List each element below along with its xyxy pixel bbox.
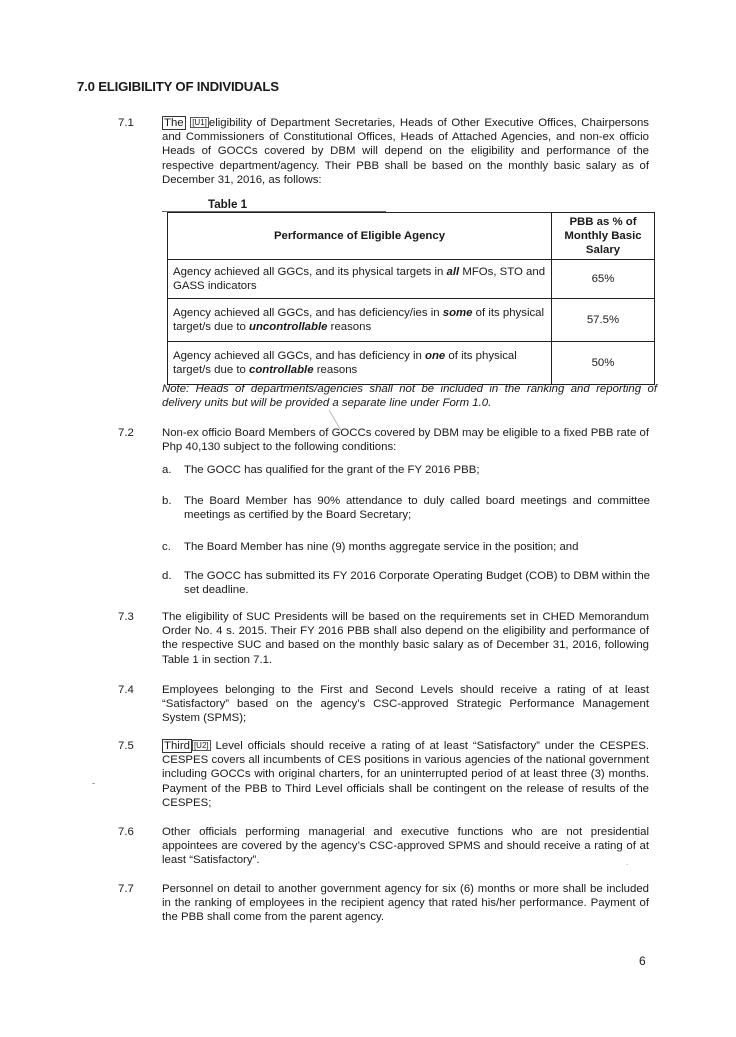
section-number: 7.3 xyxy=(118,611,134,623)
list-letter: b. xyxy=(162,495,172,507)
section-text xyxy=(162,739,649,810)
table-title: Table 1 xyxy=(208,198,248,211)
table-cell: Agency achieved all GGCs, and has deficiency/ies in some of its physical target/s due to uncontrollable reasons xyxy=(168,299,552,342)
section-number: 7.4 xyxy=(118,684,134,696)
list-letter: c. xyxy=(162,541,171,553)
list-text: The GOCC has submitted its FY 2016 Corporate Operating Budget (COB) to DBM within the set deadline. xyxy=(184,570,650,597)
section-number: 7.1 xyxy=(118,117,134,129)
table-cell: Agency achieved all GGCs, and has deficiency in one of its physical target/s due to controllable reasons xyxy=(168,342,552,385)
highlighted-word: The xyxy=(164,117,184,129)
table-header-row xyxy=(168,213,655,260)
section-body: Personnel on detail to another government agency for six (6) months or more shall be included in the ranking of employees in the recipient agency that rated his/her performance. Payment of the PBB shall come from the parent agency. xyxy=(162,883,649,924)
section-body: Employees belonging to the First and Second Levels should receive a rating of at least “Satisfactory” based on the agency’s CSC-approved Strategic Performance Management System (SPMS); xyxy=(162,684,649,725)
section-number: 7.2 xyxy=(118,427,134,439)
table-row xyxy=(168,342,655,385)
list-text: The Board Member has 90% attendance to duly called board meetings and committee meetings as certified by the Board Secretary; xyxy=(184,495,650,522)
table-note: Note: Heads of departments/agencies shall not be included in the ranking and reporting of delivery units but will be provided a separate line under Form 1.0. xyxy=(162,383,657,410)
section-number: 7.7 xyxy=(118,883,134,895)
list-text: The Board Member has nine (9) months aggregate service in the position; and xyxy=(184,541,579,553)
section-body: eligibility of Department Secretaries, Heads of Other Executive Offices, Chairpersons and Commissioners of Constitutional Offices, Heads of Attached Agencies, and non-ex officio Heads of GOCCs covered by DBM will depend on the eligibility and performance of the respective department/agency. Their PBB shall be based on the monthly basic salary as of December 31, 2016, as follows: xyxy=(162,117,649,186)
table-1 xyxy=(167,212,655,385)
table-cell-pct: 65% xyxy=(552,260,655,299)
section-number: 7.5 xyxy=(118,740,134,752)
page-number: 6 xyxy=(639,954,646,968)
table-cell: Agency achieved all GGCs, and its physical targets in all MFOs, STO and GASS indicators xyxy=(168,260,552,299)
section-body: Level officials should receive a rating of at least “Satisfactory” under the CESPES. CESPES covers all incumbents of CES positions in various agencies of the national government including GOCCs with original charters, for an uninterrupted period of at least three (3) months. Payment of the PBB to Third Level officials shall be contingent on the release of results of the CESPES; xyxy=(162,740,649,809)
table-header: PBB as % of Monthly Basic Salary xyxy=(552,213,655,260)
stray-mark: . xyxy=(626,858,629,867)
table-row xyxy=(168,260,655,299)
list-text: The GOCC has qualified for the grant of the FY 2016 PBB; xyxy=(184,464,480,476)
highlighted-word: Third xyxy=(164,740,190,752)
table-row xyxy=(168,299,655,342)
comment-marker: [U1] xyxy=(192,118,207,127)
table-cell-pct: 57.5% xyxy=(552,299,655,342)
table-header: Performance of Eligible Agency xyxy=(168,213,552,260)
section-text xyxy=(162,116,649,187)
stray-mark: - xyxy=(92,778,95,788)
section-number: 7.6 xyxy=(118,826,134,838)
list-letter: a. xyxy=(162,464,172,476)
list-letter: d. xyxy=(162,570,172,582)
section-body: Non-ex officio Board Members of GOCCs covered by DBM may be eligible to a fixed PBB rate of Php 40,130 subject to the following conditions: xyxy=(162,427,649,454)
comment-marker: [U2] xyxy=(193,741,209,750)
section-heading: 7.0 ELIGIBILITY OF INDIVIDUALS xyxy=(77,79,279,94)
section-body: The eligibility of SUC Presidents will be based on the requirements set in CHED Memorandum Order No. 4 s. 2015. Their FY 2016 PBB shall also depend on the eligibility and performance of the respective SUC and based on the monthly basic salary as of December 31, 2016, following Table 1 in section 7.1. xyxy=(162,611,649,666)
table-cell-pct: 50% xyxy=(552,342,655,385)
section-body: Other officials performing managerial and executive functions who are not presidential appointees are covered by the agency’s CSC-approved SPMS and should receive a rating of at least “Satisfactory”. xyxy=(162,826,649,867)
